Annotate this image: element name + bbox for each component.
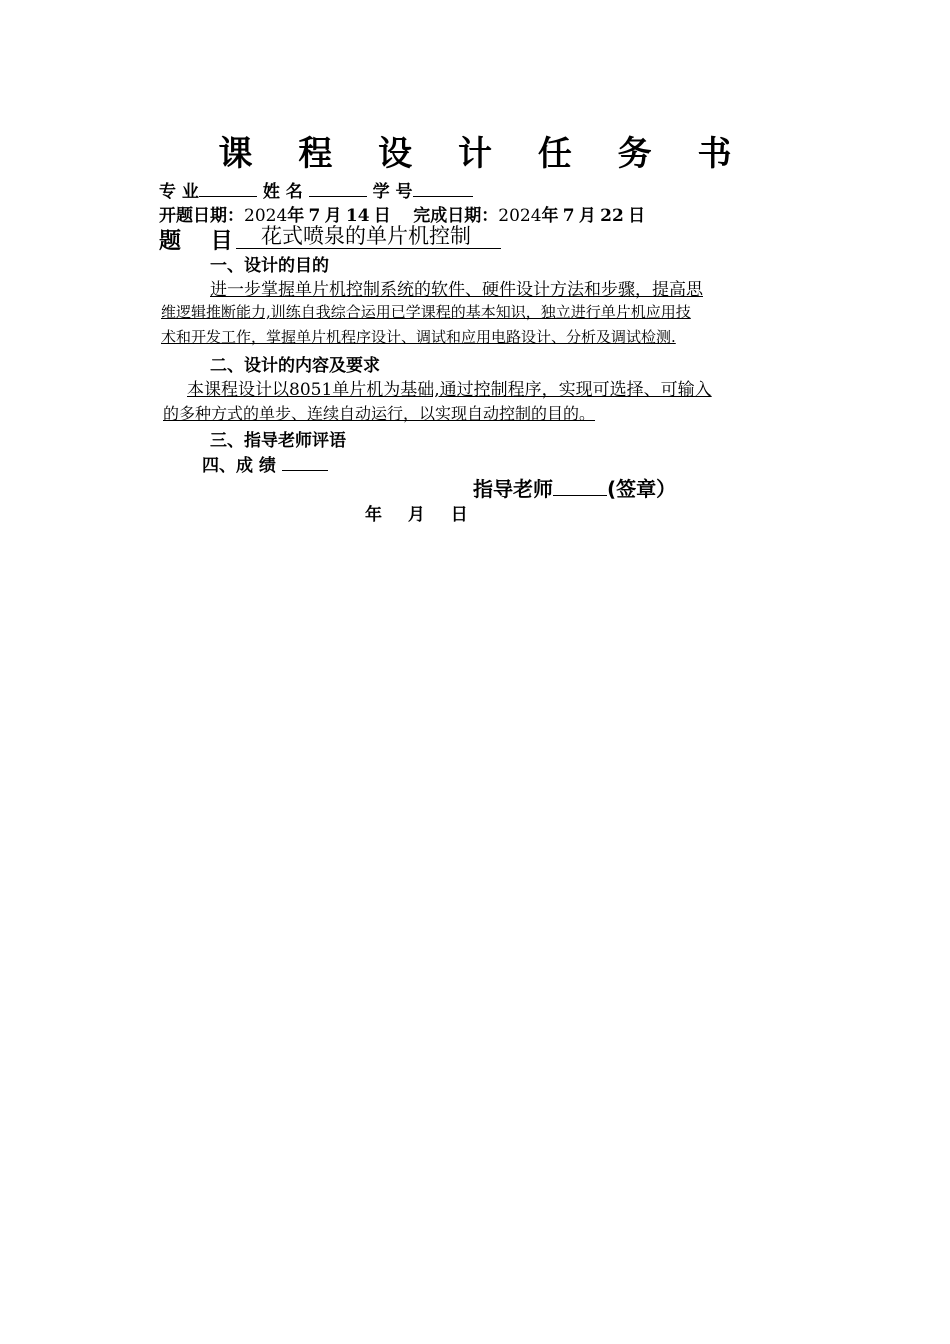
end-date-label: 完成日期： [413, 206, 499, 226]
name-blank [309, 181, 367, 197]
supervisor-label: 指导老师 [473, 477, 553, 501]
stamp-label: (签章） [607, 477, 677, 501]
section1-line3: 术和开发工作，掌握单片机程序设计、调试和应用电路设计、分析及调试检测. [161, 328, 676, 346]
section2-heading: 二、设计的内容及要求 [210, 356, 380, 376]
sign-date-line [365, 500, 468, 525]
section2-line2: 的多种方式的单步、连续自动运行，以实现自动控制的目的。 [163, 404, 596, 423]
start-date-label: 开题日期： [159, 206, 244, 226]
month-char: 月 [407, 505, 425, 525]
end-day-char: 日 [628, 206, 646, 226]
section1-line2: 维逻辑推断能力,训练自我综合运用已学课程的基本知识，独立进行单片机应用技 [161, 303, 691, 321]
document-title: 课 程 设 计 任 务 书 [218, 134, 749, 174]
start-year: 2024 [244, 206, 288, 226]
end-month-char: 月 [578, 206, 596, 226]
year-char: 年 [365, 505, 382, 525]
supervisor-signature-blank [553, 477, 607, 496]
start-month: 7 [308, 206, 321, 226]
start-day: 14 [345, 206, 370, 226]
name-label: 姓 名 [262, 182, 303, 202]
grade-blank [282, 455, 328, 471]
section2-line1: 本课程设计以8051单片机为基础,通过控制程序，实现可选择、可输入 [187, 380, 712, 400]
start-year-char: 年 [287, 206, 305, 226]
end-day: 22 [600, 206, 624, 226]
major-blank [199, 181, 257, 197]
signature-line [473, 473, 676, 502]
end-year: 2024 [498, 206, 542, 226]
topic-value: 花式喷泉的单片机控制 [236, 224, 501, 249]
section1-line1: 进一步掌握单片机控制系统的软件、硬件设计方法和步骤，提高思 [210, 280, 703, 300]
end-year-char: 年 [541, 206, 559, 226]
topic-label: 题 目 [159, 229, 233, 254]
section4-line [202, 451, 328, 476]
student-id-label: 学 号 [372, 182, 413, 202]
start-month-char: 月 [324, 206, 342, 226]
student-info-line [159, 177, 473, 202]
start-day-char: 日 [373, 206, 391, 226]
student-id-blank [413, 181, 473, 197]
grade-label: 四、成 绩 [202, 456, 276, 476]
section1-heading: 一、设计的目的 [210, 256, 329, 276]
major-label: 专 业 [159, 182, 199, 202]
end-month: 7 [562, 206, 575, 226]
day-char: 日 [450, 505, 468, 525]
section3-heading: 三、指导老师评语 [210, 431, 346, 451]
dates-line [159, 201, 645, 226]
